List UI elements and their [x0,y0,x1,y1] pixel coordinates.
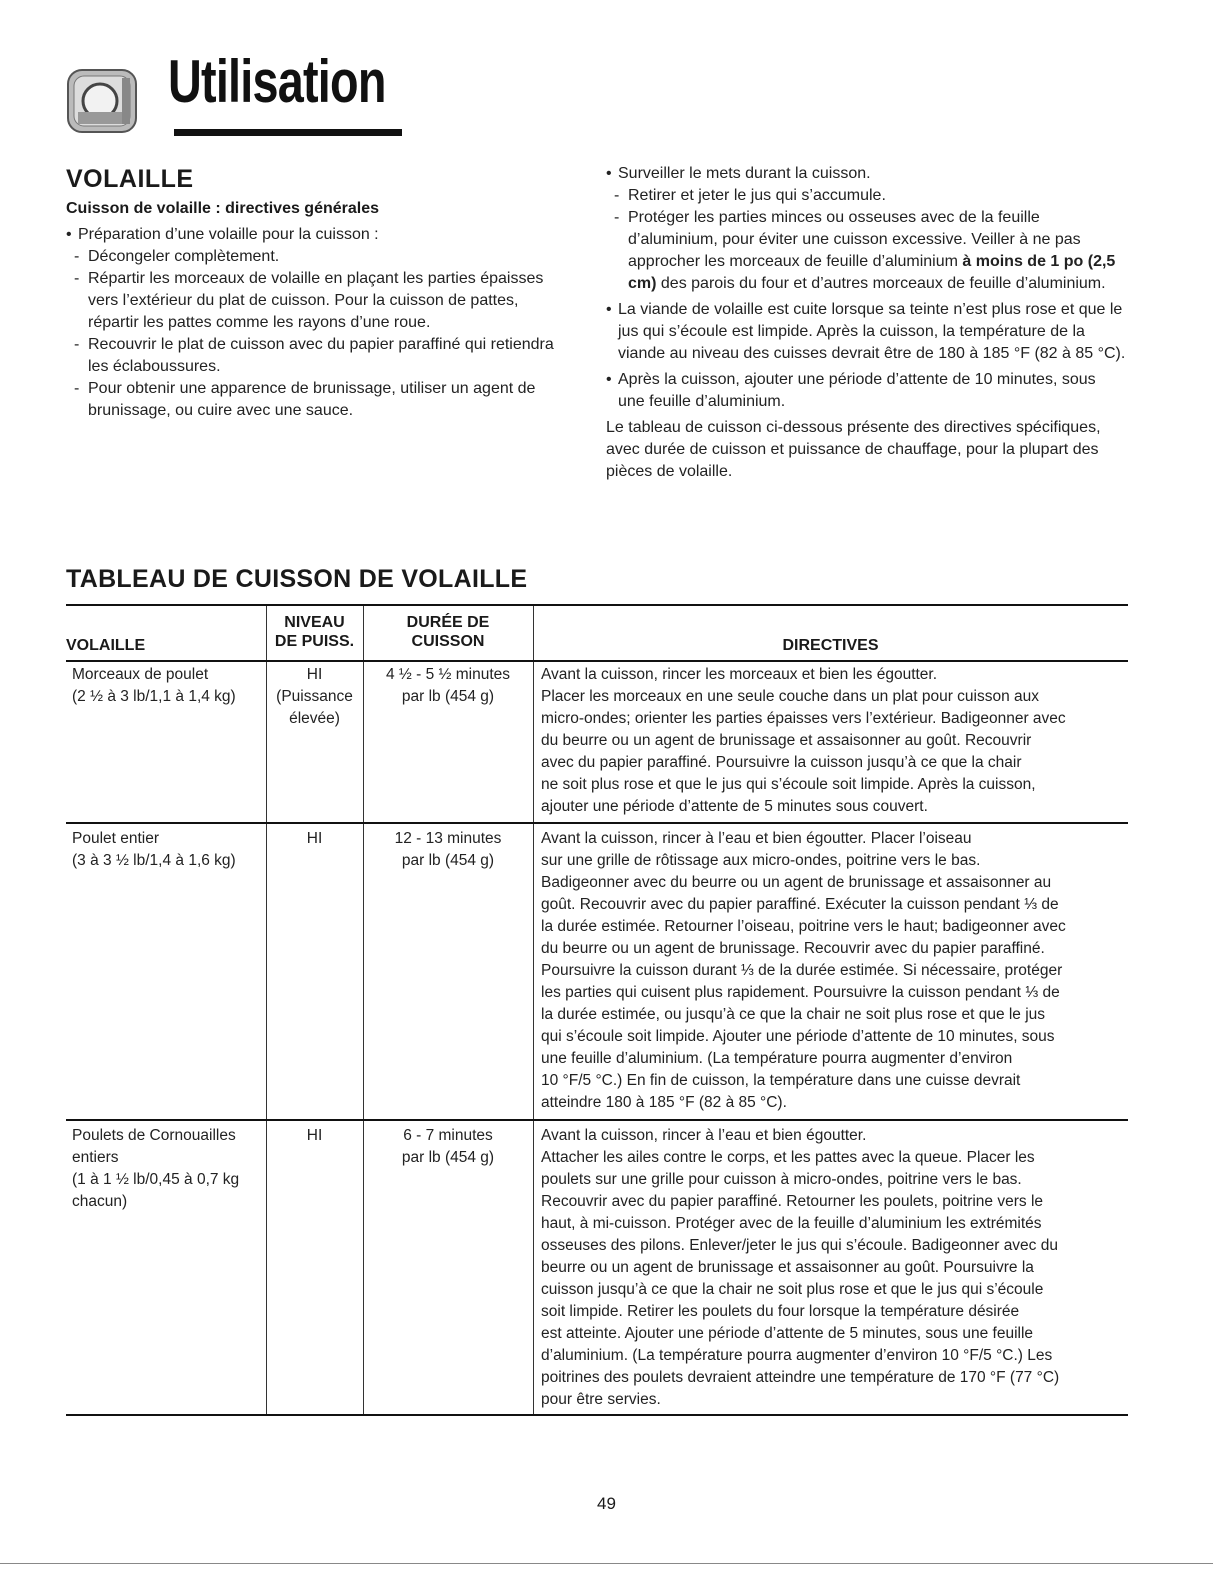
column-divider [533,606,534,1416]
left-dash: - Répartir les morceaux de volaille en plaçant les parties épaisses vers l’extérieur du plat de cuisson. Pour la cuisson de pattes, répartir les pattes comme les rayons d’une roue. [66,268,556,334]
left-column [66,165,556,422]
table-cell-directives: Avant la cuisson, rincer les morceaux et bien les égoutter. Placer les morceaux en une seule couche dans un plat pour cuisson aux micro-ondes; orienter les parties épaisses vers l’extérieur. Badigeonner avec du beurre ou un agent de brunissage et assaisonner au goût. Recouvrir avec du papier paraffiné. Poursuivre la cuisson jusqu’à ce que la chair ne soit plus rose et que le jus qui s’écoule soit limpide. Après la cuisson, ajouter une période d’attente de 5 minutes sous couvert. [541,666,1066,815]
table-cell-volaille: Poulets de Cornouailles entiers (1 à 1 ½ lb/0,45 à 0,7 kg chacun) [72,1127,240,1210]
header-niveau [266,613,363,651]
header-duree [363,613,533,651]
table-title: TABLEAU DE CUISSON DE VOLAILLE [66,565,528,593]
left-dash: - Décongeler complètement. [66,246,556,268]
row-rule [66,1119,1128,1121]
table-cell-niveau: HI (Puissance élevée) [276,666,353,727]
table-cell-directives: Avant la cuisson, rincer à l’eau et bien égoutter. Placer l’oiseau sur une grille de rôtissage aux micro-ondes, poitrine vers le bas. Badigeonner avec du beurre ou un agent de brunissage et assaisonner au goût. Recouvrir avec du papier paraffiné. Exécuter la cuisson pendant ⅓ de la durée estimée. Retourner l’oiseau, poitrine vers le haut; badigeonner avec du beurre ou un agent de brunissage. Recouvrir avec du papier paraffiné. Poursuivre la cuisson durant ⅓ de la durée estimée. Si nécessaire, protéger les parties qui cuisent plus rapidement. Poursuivre la cuisson pendant ⅓ de la durée estimée, ou jusqu’à ce que la chair ne soit plus rose et que le jus qui s’écoule soit limpide. Ajouter une période d’attente de 10 minutes, sous une feuille d’aluminium. (La température pourra augmenter d’environ 10 °F/5 °C.) En fin de cuisson, la température dans une cuisse devrait atteindre 180 à 185 °F (82 à 85 °C). [541,830,1066,1111]
right-bullet: • Après la cuisson, ajouter une période d’attente de 10 minutes, sous une feuille d’aluminium. [606,369,1126,413]
right-bullet: • Surveiller le mets durant la cuisson. [606,163,1126,185]
table-cell-duree: 12 - 13 minutes par lb (454 g) [394,830,502,869]
right-column [606,163,1126,483]
right-dash [606,207,1126,295]
header-rule [174,129,402,136]
header-niveau-line2: DE PUISS. [274,633,355,650]
left-dash: - Recouvrir le plat de cuisson avec du papier paraffiné qui retiendra les éclaboussures. [66,334,556,378]
right-bullet: • La viande de volaille est cuite lorsque sa teinte n’est plus rose et que le jus qui s’écoule est limpide. Après la cuisson, la température de la viande au niveau des cuisses devrait être de 180 à 185 °F (82 à 85 °C). [606,299,1126,365]
header-duree-line1: DURÉE DE [406,614,490,631]
header-niveau-line1: NIVEAU [284,614,345,631]
section-title: VOLAILLE [66,165,194,193]
right-dash-text: Protéger les parties minces ou osseuses avec de la feuille d’aluminium, pour éviter une cuisson excessive. Veiller à ne pas approcher les morceaux de feuille d’aluminium [628,209,1081,270]
right-dash-bold: à moins de 1 po (2,5 cm) [628,253,1116,292]
table-cell-volaille: Morceaux de poulet (2 ½ à 3 lb/1,1 à 1,4 kg) [72,666,236,705]
left-bullet: • Préparation d’une volaille pour la cuisson : [66,224,556,246]
table-cell-duree: 4 ½ - 5 ½ minutes par lb (454 g) [385,666,511,705]
section-subtitle: Cuisson de volaille : directives générales [66,200,380,217]
header-duree-line2: CUISSON [411,633,485,650]
header-directives: DIRECTIVES [782,637,879,654]
left-dash: - Pour obtenir une apparence de brunissage, utiliser un agent de brunissage, ou cuire avec une sauce. [66,378,556,422]
header-volaille: VOLAILLE [66,637,146,654]
table-cell-duree: 6 - 7 minutes par lb (454 g) [401,1127,495,1166]
bottom-rule [0,1563,1213,1564]
row-rule [66,822,1128,824]
column-divider [363,606,364,1416]
right-paragraph: Le tableau de cuisson ci-dessous présente des directives spécifiques, avec durée de cuisson et puissance de chauffage, pour la plupart des pièces de volaille. [606,419,1101,480]
table-cell-niveau: HI [306,1127,323,1144]
table-top-rule [66,604,1128,606]
table-bottom-rule [66,1414,1128,1416]
right-dash-text: des parois du four et d’autres morceaux de feuille d’aluminium. [656,275,1106,292]
table-cell-directives: Avant la cuisson, rincer à l’eau et bien égoutter. Attacher les ailes contre le corps, et les pattes avec la queue. Placer les poulets sur une grille pour cuisson à micro-ondes, poitrine vers le bas. Recouvrir avec du papier paraffiné. Retourner les poulets, poitrine vers le haut, à mi-cuisson. Protéger avec de la feuille d’aluminium les extrémités osseuses des pilons. Enlever/jeter le jus qui s’écoule. Badigeonner avec du beurre ou un agent de brunissage et assaisonner au goût. Poursuivre la cuisson jusqu’à ce que la chair ne soit plus rose et que le jus qui s’écoule soit limpide. Retirer les poulets du four lorsque la température désirée est atteinte. Ajouter une période d’attente de 5 minutes, sous une feuille d’aluminium. (La température pourra augmenter d’environ 10 °F/5 °C.) Les poitrines des poulets devraient atteindre une température de 170 °F (77 °C) pour être servies. [541,1127,1060,1408]
right-dash: - Retirer et jeter le jus qui s’accumule. [606,185,1126,207]
table-cell-volaille: Poulet entier (3 à 3 ½ lb/1,4 à 1,6 kg) [72,830,236,869]
header-rule [66,660,1128,662]
microwave-icon [66,68,138,134]
table-cell-niveau: HI [306,830,323,847]
page-header-title: Utilisation [168,48,386,115]
page-number: 49 [597,1494,616,1513]
